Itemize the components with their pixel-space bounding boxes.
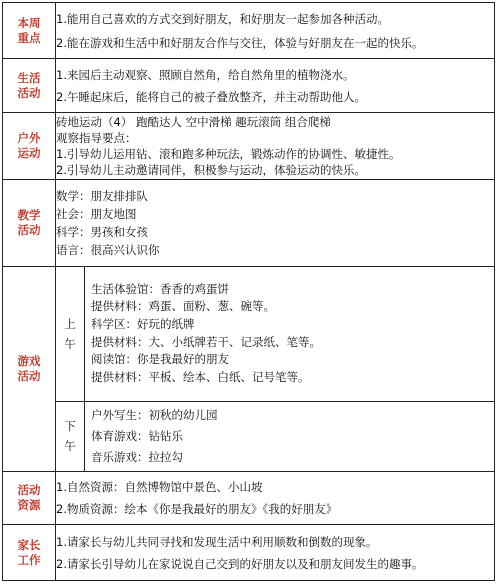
row-resources xyxy=(3,472,495,525)
period-afternoon xyxy=(56,401,85,471)
row-games xyxy=(3,267,495,472)
text-line: 1.引导幼儿运用钻、滚和跑多种玩法，锻炼动作的协调性、敏捷性。 xyxy=(56,147,401,161)
label-weekly-focus xyxy=(3,3,56,59)
afternoon-items xyxy=(85,401,495,471)
label-parents xyxy=(3,525,56,581)
text-line: 音乐游戏：拉拉勾 xyxy=(91,449,183,464)
text-line: 语言：很高兴认识你 xyxy=(56,243,160,257)
label-line: 运动 xyxy=(17,146,41,160)
text-line: 2.引导幼儿主动邀请同伴，积极参与运动，体验运动的快乐。 xyxy=(56,163,366,177)
text-line: 体育游戏：钻钻乐 xyxy=(91,428,183,443)
label-daily-life xyxy=(3,59,56,113)
label-line: 教学 xyxy=(17,208,41,222)
text-line: 1.自然资源：自然博物馆中景色、小山坡 xyxy=(56,480,263,494)
period-line: 午 xyxy=(64,336,76,351)
text-line: 1.能用自己喜欢的方式交到好朋友，和好朋友一起参加各种活动。 xyxy=(56,11,389,26)
text-line: 数学：朋友排排队 xyxy=(56,189,148,203)
label-line: 工作 xyxy=(17,552,41,567)
content-parents xyxy=(56,525,495,581)
text-line: 砖地运动（4） 跑酷达人 空中滑梯 趣玩滚筒 组合爬梯 xyxy=(56,115,331,129)
label-line: 生活 xyxy=(17,70,41,85)
label-line: 户外 xyxy=(17,131,41,145)
games-afternoon-row xyxy=(56,401,494,471)
text-line: 提供材料：大、小纸牌若干、记录纸、笔等。 xyxy=(91,334,321,349)
text-line: 2.能在游戏和生活中和好朋友合作与交往，体验与好朋友在一起的快乐。 xyxy=(56,35,424,50)
label-outdoor xyxy=(3,113,56,180)
text-line: 提供材料：平板、绘本、白纸、记号笔等。 xyxy=(91,370,310,385)
period-morning xyxy=(56,267,85,401)
period-line: 午 xyxy=(64,439,76,454)
label-resources xyxy=(3,472,56,525)
row-weekly-focus xyxy=(3,3,495,59)
text-line: 科学区：好玩的纸牌 xyxy=(91,317,195,332)
label-line: 活动 xyxy=(17,85,41,100)
row-teaching xyxy=(3,180,495,267)
text-line: 科学：男孩和女孩 xyxy=(56,225,148,239)
content-outdoor xyxy=(56,113,495,180)
text-line: 2.午睡起床后，能将自己的被子叠放整齐，并主动帮助他人。 xyxy=(56,89,366,104)
content-resources xyxy=(56,472,495,525)
label-line: 活动 xyxy=(17,483,41,497)
text-line: 提供材料：鸡蛋、面粉、葱、碗等。 xyxy=(91,299,275,314)
label-games xyxy=(3,267,56,472)
row-daily-life xyxy=(3,59,495,113)
content-teaching xyxy=(56,180,495,267)
period-line: 上 xyxy=(64,316,76,331)
games-subtable xyxy=(56,267,494,471)
content-daily-life xyxy=(56,59,495,113)
label-line: 游戏 xyxy=(17,354,41,368)
weekly-plan-table xyxy=(2,2,495,581)
text-line: 社会：朋友地图 xyxy=(56,207,137,221)
text-line: 2.请家长引导幼儿在家说说自己交到的好朋友以及和朋友间发生的趣事。 xyxy=(56,556,424,571)
text-line: 1.来园后主动观察、照顾自然角，给自然角里的植物浇水。 xyxy=(56,67,355,82)
row-outdoor xyxy=(3,113,495,180)
label-line: 活动 xyxy=(17,369,41,383)
text-line: 1.请家长与幼儿共同寻找和发现生活中利用顺数和倒数的现象。 xyxy=(56,534,378,549)
text-line: 2.物质资源：绘本《你是我最好的朋友》《我的好朋友》 xyxy=(56,502,338,516)
label-line: 重点 xyxy=(17,30,41,45)
label-line: 资源 xyxy=(17,498,41,512)
text-line: 户外写生：初秋的幼儿园 xyxy=(91,407,218,422)
period-line: 下 xyxy=(64,419,76,434)
content-weekly-focus xyxy=(56,3,495,59)
row-parents xyxy=(3,525,495,581)
content-games xyxy=(56,267,495,472)
text-line: 观察指导要点： xyxy=(56,131,137,145)
morning-items xyxy=(85,267,495,401)
text-line: 生活体验馆：香香的鸡蛋饼 xyxy=(91,281,229,296)
label-line: 家长 xyxy=(17,537,41,552)
text-line: 阅读馆：你是我最好的朋友 xyxy=(91,352,229,367)
label-teaching xyxy=(3,180,56,267)
label-line: 本周 xyxy=(17,15,41,30)
label-line: 活动 xyxy=(17,223,41,237)
games-morning-row xyxy=(56,267,494,401)
